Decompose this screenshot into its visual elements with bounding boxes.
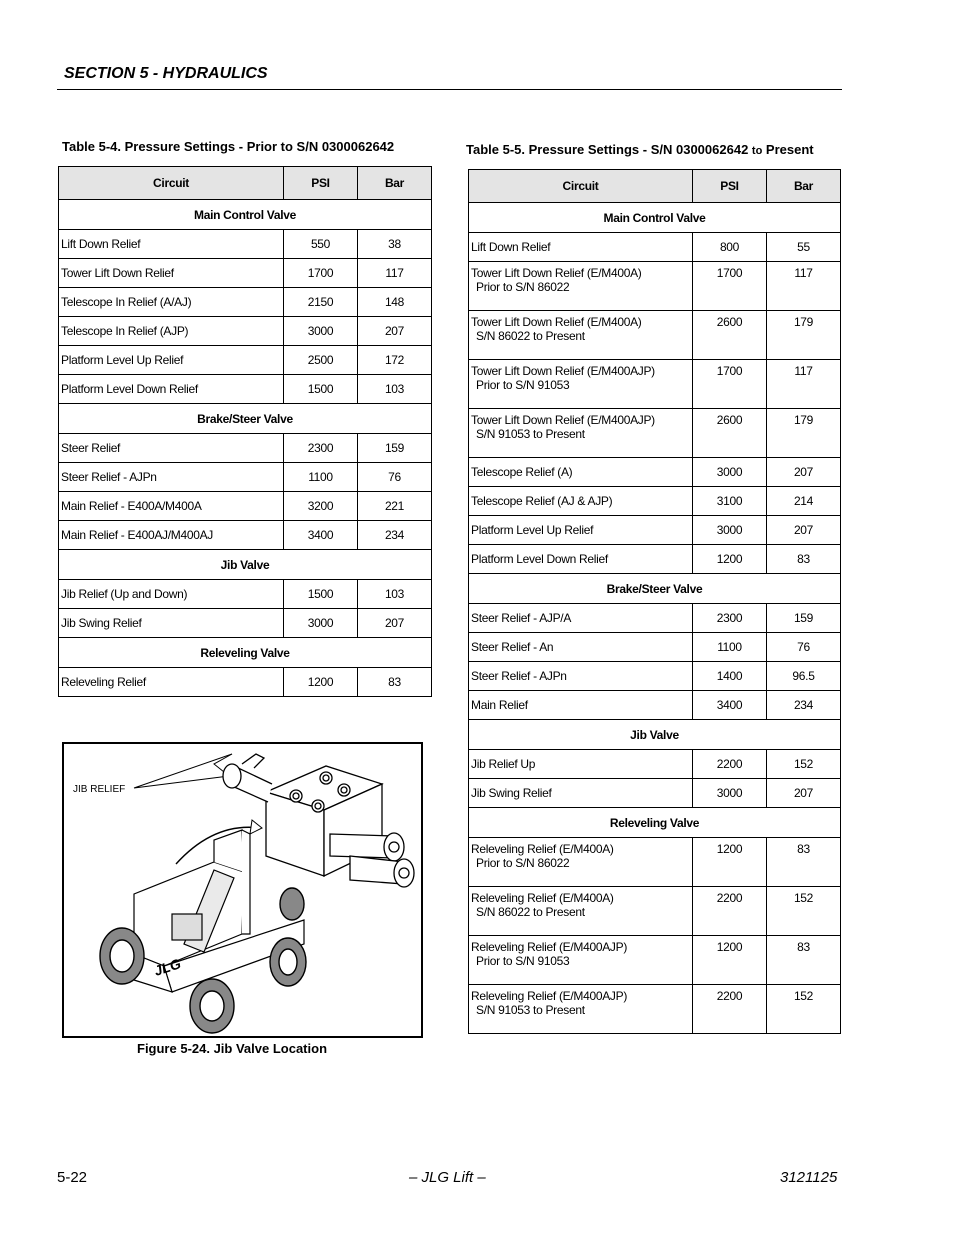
bar-cell: 103 — [358, 580, 432, 609]
circuit-cell — [59, 230, 284, 259]
circuit-cell — [469, 936, 693, 985]
figure-caption: Figure 5-24. Jib Valve Location — [137, 1041, 328, 1056]
bar-cell: 234 — [767, 691, 841, 720]
pressure-table-present — [468, 169, 841, 1034]
psi-cell: 2200 — [693, 750, 767, 779]
section-row — [59, 200, 432, 230]
bar-cell: 38 — [358, 230, 432, 259]
section-title: Brake/Steer Valve — [469, 574, 841, 604]
section-title: Main Control Valve — [59, 200, 432, 230]
table2-caption-end: Present — [762, 142, 814, 157]
table-header-row — [469, 170, 841, 203]
circuit-name: Releveling Relief (E/M400AJP) — [471, 989, 628, 1003]
table-row — [469, 662, 841, 691]
jlg-logo: JLG — [151, 955, 183, 979]
section-row — [59, 638, 432, 668]
circuit-name: Steer Relief — [61, 441, 121, 455]
table-row — [469, 779, 841, 808]
circuit-cell — [59, 580, 284, 609]
circuit-name: Jib Relief (Up and Down) — [61, 587, 188, 601]
table-row — [59, 521, 432, 550]
bar-cell: 148 — [358, 288, 432, 317]
psi-cell: 2600 — [693, 311, 767, 360]
circuit-name: Releveling Relief (E/M400A) — [471, 891, 614, 905]
circuit-cell — [469, 604, 693, 633]
document-number: 3121125 — [780, 1169, 838, 1186]
circuit-cell — [469, 487, 693, 516]
circuit-serial-range: Prior to S/N 91053 — [476, 954, 570, 968]
circuit-cell — [469, 838, 693, 887]
circuit-cell — [59, 609, 284, 638]
table-row — [59, 230, 432, 259]
psi-cell: 2300 — [284, 434, 358, 463]
bar-cell: 83 — [767, 545, 841, 574]
section-row — [469, 574, 841, 604]
bar-cell: 152 — [767, 985, 841, 1034]
table-row — [59, 259, 432, 288]
column-header: Circuit — [59, 167, 284, 200]
table-row — [59, 375, 432, 404]
circuit-serial-range: Prior to S/N 86022 — [476, 856, 570, 870]
circuit-name: Lift Down Relief — [471, 240, 551, 254]
table-header-row — [59, 167, 432, 200]
column-header: PSI — [693, 170, 767, 203]
bar-cell: 76 — [358, 463, 432, 492]
psi-cell: 2150 — [284, 288, 358, 317]
section-title: Jib Valve — [59, 550, 432, 580]
column-header: Circuit — [469, 170, 693, 203]
bar-cell: 172 — [358, 346, 432, 375]
circuit-serial-range: Prior to S/N 86022 — [476, 280, 570, 294]
bar-cell: 83 — [358, 668, 432, 697]
circuit-serial-range: S/N 91053 to Present — [476, 1003, 585, 1017]
circuit-name: Main Relief - E400A/M400A — [61, 499, 202, 513]
circuit-name: Jib Swing Relief — [61, 616, 142, 630]
circuit-name: Steer Relief - AJP/A — [471, 611, 572, 625]
circuit-serial-range: S/N 86022 to Present — [476, 905, 585, 919]
table-row — [59, 463, 432, 492]
circuit-cell — [59, 346, 284, 375]
psi-cell: 1700 — [693, 360, 767, 409]
psi-cell: 1200 — [693, 936, 767, 985]
circuit-cell — [469, 887, 693, 936]
psi-cell: 1700 — [693, 262, 767, 311]
table-row — [469, 311, 841, 360]
psi-cell: 1200 — [284, 668, 358, 697]
psi-cell: 3000 — [693, 458, 767, 487]
psi-cell: 3100 — [693, 487, 767, 516]
psi-cell: 1200 — [693, 838, 767, 887]
section-title: Main Control Valve — [469, 203, 841, 233]
circuit-cell — [59, 434, 284, 463]
circuit-cell — [469, 633, 693, 662]
table-row — [469, 985, 841, 1034]
circuit-cell — [469, 409, 693, 458]
table-row — [469, 750, 841, 779]
psi-cell: 1100 — [284, 463, 358, 492]
table-row — [59, 580, 432, 609]
bar-cell: 207 — [358, 609, 432, 638]
bar-cell: 55 — [767, 233, 841, 262]
pressure-table-prior — [58, 166, 432, 697]
psi-cell: 2200 — [693, 887, 767, 936]
bar-cell: 207 — [767, 779, 841, 808]
psi-cell: 1700 — [284, 259, 358, 288]
psi-cell: 550 — [284, 230, 358, 259]
circuit-name: Tower Lift Down Relief (E/M400A) — [471, 266, 642, 280]
bar-cell: 83 — [767, 838, 841, 887]
table2-caption — [466, 142, 814, 157]
circuit-name: Jib Swing Relief — [471, 786, 552, 800]
bar-cell: 117 — [767, 262, 841, 311]
bar-cell: 179 — [767, 409, 841, 458]
column-header: Bar — [358, 167, 432, 200]
bar-cell: 103 — [358, 375, 432, 404]
psi-cell: 3400 — [693, 691, 767, 720]
page-number: 5-22 — [57, 1169, 88, 1186]
psi-cell: 1100 — [693, 633, 767, 662]
table2-caption-main: Table 5-5. Pressure Settings - S/N 0300062642 — [466, 142, 752, 157]
bar-cell: 96.5 — [767, 662, 841, 691]
circuit-name: Releveling Relief (E/M400AJP) — [471, 940, 628, 954]
circuit-name: Telescope Relief (AJ & AJP) — [471, 494, 613, 508]
section-row — [59, 404, 432, 434]
section-title: Releveling Valve — [59, 638, 432, 668]
section-title: Brake/Steer Valve — [59, 404, 432, 434]
table-row — [469, 936, 841, 985]
circuit-name: Platform Level Down Relief — [61, 382, 198, 396]
bar-cell: 214 — [767, 487, 841, 516]
circuit-name: Main Relief — [471, 698, 528, 712]
jib-valve-illustration — [64, 744, 421, 1036]
circuit-name: Tower Lift Down Relief — [61, 266, 174, 280]
circuit-cell — [469, 262, 693, 311]
circuit-name: Steer Relief - AJPn — [471, 669, 567, 683]
circuit-cell — [59, 288, 284, 317]
bar-cell: 234 — [358, 521, 432, 550]
table-row — [469, 233, 841, 262]
bar-cell: 159 — [767, 604, 841, 633]
circuit-name: Telescope In Relief (A/AJ) — [61, 295, 192, 309]
circuit-cell — [469, 662, 693, 691]
psi-cell: 1500 — [284, 580, 358, 609]
circuit-cell — [469, 750, 693, 779]
circuit-cell — [469, 985, 693, 1034]
bar-cell: 179 — [767, 311, 841, 360]
bar-cell: 117 — [767, 360, 841, 409]
section-row — [469, 203, 841, 233]
psi-cell: 3000 — [284, 317, 358, 346]
table-row — [59, 288, 432, 317]
circuit-name: Main Relief - E400AJ/M400AJ — [61, 528, 213, 542]
psi-cell: 3400 — [284, 521, 358, 550]
circuit-cell — [59, 492, 284, 521]
circuit-name: Platform Level Down Relief — [471, 552, 608, 566]
section-row — [469, 720, 841, 750]
section-title: Releveling Valve — [469, 808, 841, 838]
psi-cell: 3000 — [693, 516, 767, 545]
table-row — [469, 409, 841, 458]
bar-cell: 207 — [358, 317, 432, 346]
psi-cell: 3000 — [693, 779, 767, 808]
circuit-cell — [469, 458, 693, 487]
circuit-cell — [59, 375, 284, 404]
table1-caption: Table 5-4. Pressure Settings - Prior to S/N 0300062642 — [62, 139, 395, 154]
circuit-name: Telescope In Relief (AJP) — [61, 324, 189, 338]
bar-cell: 117 — [358, 259, 432, 288]
table-row — [59, 492, 432, 521]
table-row — [469, 691, 841, 720]
psi-cell: 1400 — [693, 662, 767, 691]
table-row — [469, 360, 841, 409]
table-row — [59, 668, 432, 697]
psi-cell: 2500 — [284, 346, 358, 375]
circuit-name: Telescope Relief (A) — [471, 465, 573, 479]
table-row — [59, 609, 432, 638]
psi-cell: 800 — [693, 233, 767, 262]
bar-cell: 159 — [358, 434, 432, 463]
table-row — [469, 838, 841, 887]
section-title: Jib Valve — [469, 720, 841, 750]
section-title: SECTION 5 - HYDRAULICS — [64, 65, 268, 82]
circuit-cell — [59, 668, 284, 697]
circuit-name: Lift Down Relief — [61, 237, 141, 251]
circuit-name: Platform Level Up Relief — [61, 353, 184, 367]
circuit-cell — [59, 259, 284, 288]
section-row — [59, 550, 432, 580]
footer-center: – JLG Lift – — [409, 1169, 486, 1186]
circuit-cell — [469, 516, 693, 545]
table-row — [469, 458, 841, 487]
circuit-cell — [469, 233, 693, 262]
bar-cell: 76 — [767, 633, 841, 662]
table-row — [469, 545, 841, 574]
psi-cell: 1500 — [284, 375, 358, 404]
psi-cell: 1200 — [693, 545, 767, 574]
bar-cell: 152 — [767, 750, 841, 779]
jib-valve-figure — [62, 742, 423, 1038]
column-header: PSI — [284, 167, 358, 200]
jib-relief-callout: JIB RELIEF — [73, 784, 126, 795]
table2-caption-to: to — [751, 145, 763, 157]
circuit-name: Jib Relief Up — [471, 757, 536, 771]
table-row — [469, 633, 841, 662]
table-row — [59, 346, 432, 375]
table-row — [469, 516, 841, 545]
column-header: Bar — [767, 170, 841, 203]
circuit-cell — [469, 691, 693, 720]
circuit-cell — [59, 521, 284, 550]
bar-cell: 207 — [767, 516, 841, 545]
psi-cell: 3000 — [284, 609, 358, 638]
circuit-cell — [469, 360, 693, 409]
circuit-cell — [469, 779, 693, 808]
table-row — [469, 604, 841, 633]
bar-cell: 83 — [767, 936, 841, 985]
circuit-name: Steer Relief - An — [471, 640, 554, 654]
circuit-name: Tower Lift Down Relief (E/M400AJP) — [471, 364, 655, 378]
circuit-name: Releveling Relief — [61, 675, 146, 689]
psi-cell: 3200 — [284, 492, 358, 521]
psi-cell: 2200 — [693, 985, 767, 1034]
circuit-name: Releveling Relief (E/M400A) — [471, 842, 614, 856]
circuit-serial-range: S/N 86022 to Present — [476, 329, 585, 343]
psi-cell: 2300 — [693, 604, 767, 633]
circuit-name: Tower Lift Down Relief (E/M400AJP) — [471, 413, 655, 427]
circuit-cell — [59, 463, 284, 492]
psi-cell: 2600 — [693, 409, 767, 458]
circuit-name: Tower Lift Down Relief (E/M400A) — [471, 315, 642, 329]
circuit-cell — [59, 317, 284, 346]
circuit-serial-range: Prior to S/N 91053 — [476, 378, 570, 392]
table-row — [469, 887, 841, 936]
section-row — [469, 808, 841, 838]
header-divider — [57, 89, 842, 90]
circuit-serial-range: S/N 91053 to Present — [476, 427, 585, 441]
circuit-cell — [469, 545, 693, 574]
bar-cell: 207 — [767, 458, 841, 487]
circuit-name: Steer Relief - AJPn — [61, 470, 157, 484]
table-row — [59, 317, 432, 346]
circuit-name: Platform Level Up Relief — [471, 523, 594, 537]
bar-cell: 152 — [767, 887, 841, 936]
circuit-cell — [469, 311, 693, 360]
table-row — [469, 487, 841, 516]
bar-cell: 221 — [358, 492, 432, 521]
table-row — [59, 434, 432, 463]
table-row — [469, 262, 841, 311]
